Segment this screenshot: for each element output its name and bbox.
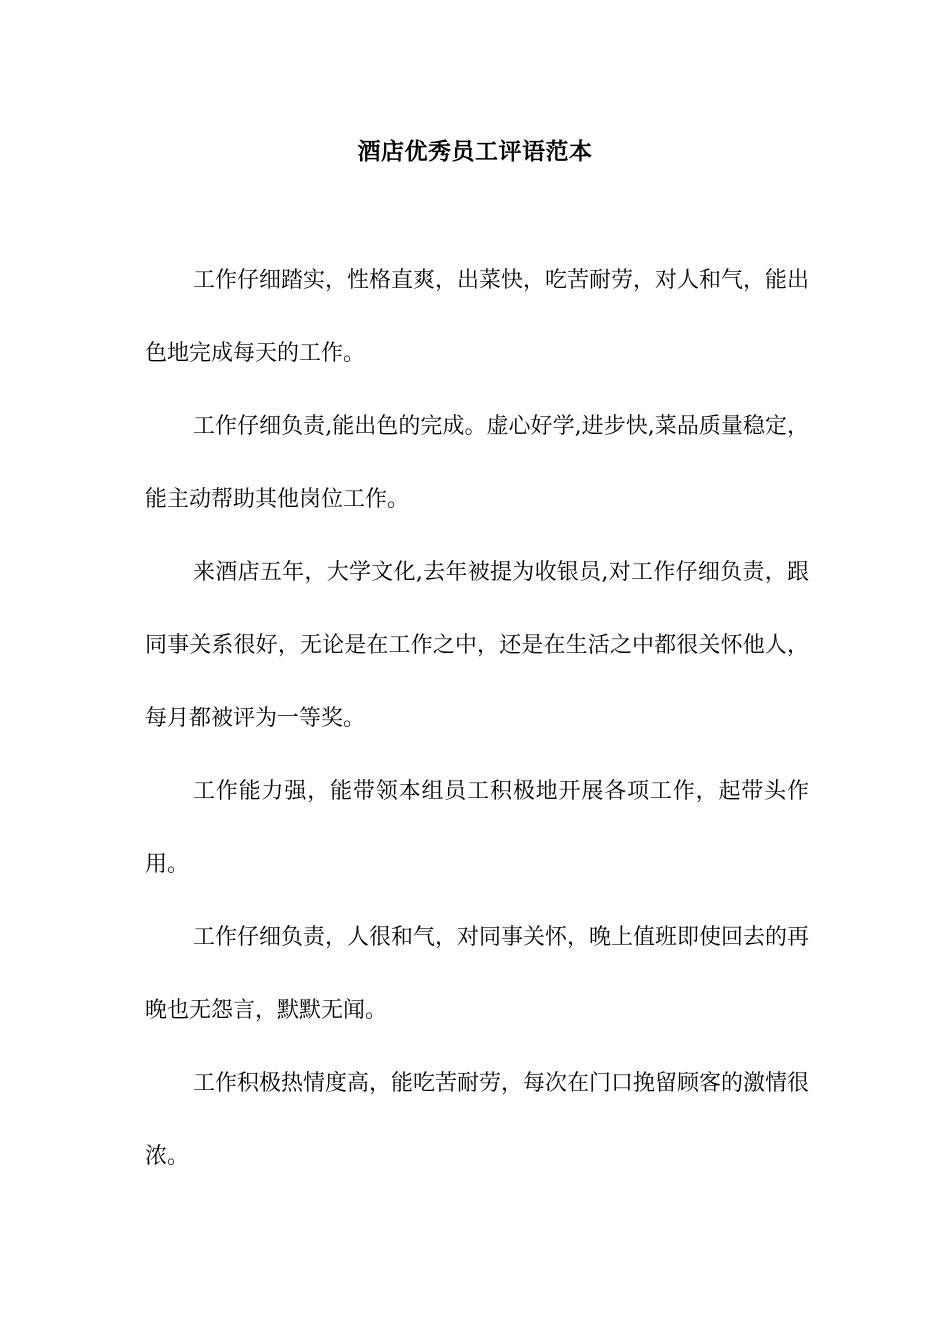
document-body [145, 244, 809, 1193]
document-title: 酒店优秀员工评语范本 [357, 138, 593, 165]
paragraph-1: 工作仔细踏实，性格直爽，出菜快，吃苦耐劳，对人和气，能出色地完成每天的工作。 [145, 268, 810, 366]
paragraph-6: 工作积极热情度高，能吃苦耐劳，每次在门口挽留顾客的激情很浓。 [145, 1071, 810, 1169]
paragraph-2: 工作仔细负责,能出色的完成。虚心好学,进步快,菜品质量稳定，能主动帮助其他岗位工作。 [145, 414, 809, 512]
paragraph-5: 工作仔细负责，人很和气，对同事关怀，晚上值班即使回去的再晚也无怨言，默默无闻。 [145, 925, 810, 1023]
paragraph-4: 工作能力强，能带领本组员工积极地开展各项工作，起带头作用。 [145, 779, 809, 877]
paragraph-3: 来酒店五年，大学文化,去年被提为收银员,对工作仔细负责，跟同事关系很好，无论是在工作之中，还是在生活之中都很关怀他人，每月都被评为一等奖。 [145, 560, 809, 731]
